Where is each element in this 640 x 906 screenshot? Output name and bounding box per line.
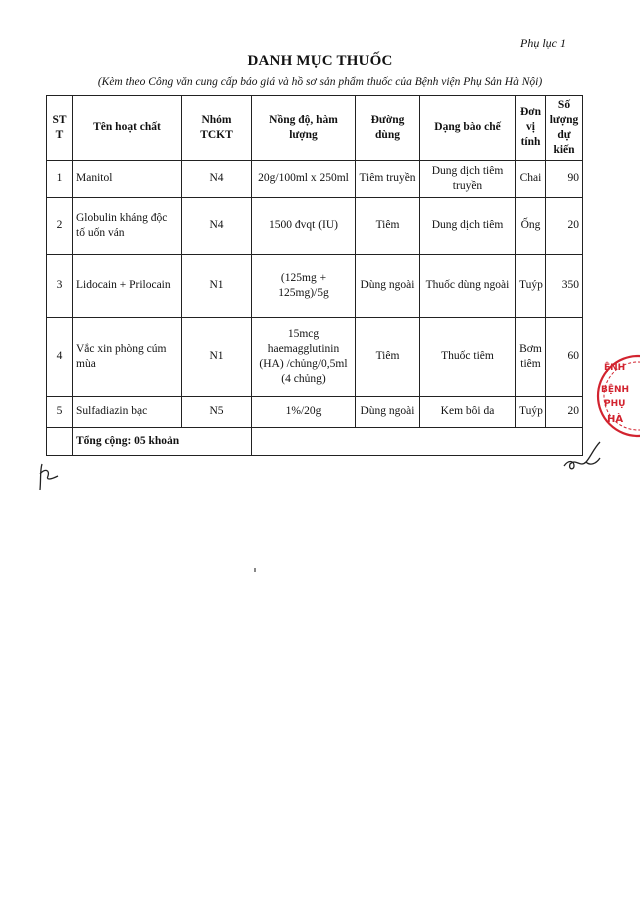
stamp-text-1: ỆNH: [604, 363, 626, 373]
header-active-ingredient: Tên hoạt chất: [73, 96, 182, 161]
stamp-text-4: HÀ: [607, 414, 624, 425]
total-spacer: [47, 427, 73, 455]
table-row: [47, 160, 583, 197]
header-strength: Nồng độ, hàm lượng: [252, 96, 356, 161]
header-group: Nhóm TCKT: [182, 96, 252, 161]
cell-active-ingredient: Sulfadiazin bạc: [73, 396, 182, 427]
cell-unit: Ống: [516, 197, 546, 254]
cell-strength: 20g/100ml x 250ml: [252, 160, 356, 197]
cell-route: Tiêm: [356, 317, 420, 396]
cell-strength: 15mcg haemagglutinin (HA) /chủng/0,5ml (4 chủng): [252, 317, 356, 396]
cell-quantity: 20: [546, 197, 583, 254]
cell-route: Dùng ngoài: [356, 254, 420, 317]
cell-unit: Tuýp: [516, 254, 546, 317]
cell-route: Dùng ngoài: [356, 396, 420, 427]
red-seal-stamp: [592, 348, 640, 448]
cell-active-ingredient: Lidocain + Prilocain: [73, 254, 182, 317]
total-label: Tổng cộng: 05 khoản: [73, 427, 252, 455]
document-title: DANH MỤC THUỐC: [247, 53, 393, 69]
cell-dosage-form: Thuốc dùng ngoài: [420, 254, 516, 317]
cell-group: N4: [182, 197, 252, 254]
header-route: Đường dùng: [356, 96, 420, 161]
cell-dosage-form: Thuốc tiêm: [420, 317, 516, 396]
signature-initial-right: [560, 436, 604, 478]
signature-initial-left: [36, 460, 64, 494]
cell-strength: (125mg + 125mg)/5g: [252, 254, 356, 317]
stamp-text-2: BỆNH: [601, 385, 630, 395]
cell-strength: 1500 đvqt (IU): [252, 197, 356, 254]
cell-group: N1: [182, 254, 252, 317]
appendix-label: Phụ lục 1: [520, 36, 566, 50]
cell-active-ingredient: Globulin kháng độc tố uốn ván: [73, 197, 182, 254]
table-row: [47, 197, 583, 254]
drug-list-table: [46, 95, 583, 456]
table-header-row: [47, 96, 583, 161]
cell-group: N1: [182, 317, 252, 396]
header-dosage-form: Dạng bào chế: [420, 96, 516, 161]
table-row: [47, 317, 583, 396]
cell-unit: Tuýp: [516, 396, 546, 427]
table-row: [47, 396, 583, 427]
cell-quantity: 350: [546, 254, 583, 317]
cell-quantity: 60: [546, 317, 583, 396]
header-stt: STT: [47, 96, 73, 161]
cell-stt: 4: [47, 317, 73, 396]
cell-strength: 1%/20g: [252, 396, 356, 427]
scan-speck: [254, 568, 256, 572]
cell-active-ingredient: Manitol: [73, 160, 182, 197]
cell-quantity: 20: [546, 396, 583, 427]
cell-group: N5: [182, 396, 252, 427]
cell-stt: 5: [47, 396, 73, 427]
cell-unit: Chai: [516, 160, 546, 197]
cell-stt: 1: [47, 160, 73, 197]
table-row: [47, 254, 583, 317]
cell-dosage-form: Dung dịch tiêm: [420, 197, 516, 254]
cell-active-ingredient: Vắc xin phòng cúm mùa: [73, 317, 182, 396]
stamp-text-3: PHỤ: [604, 399, 626, 409]
header-unit: Đơn vị tính: [516, 96, 546, 161]
header-quantity: Số lượng dự kiến: [546, 96, 583, 161]
cell-dosage-form: Dung dịch tiêm truyền: [420, 160, 516, 197]
cell-stt: 3: [47, 254, 73, 317]
cell-quantity: 90: [546, 160, 583, 197]
cell-route: Tiêm truyền: [356, 160, 420, 197]
cell-dosage-form: Kem bôi da: [420, 396, 516, 427]
cell-unit: Bơm tiêm: [516, 317, 546, 396]
total-row: [47, 427, 583, 455]
total-empty-cell: [252, 427, 583, 455]
cell-group: N4: [182, 160, 252, 197]
cell-route: Tiêm: [356, 197, 420, 254]
cell-stt: 2: [47, 197, 73, 254]
document-subtitle: (Kèm theo Công văn cung cấp báo giá và hồ sơ sản phẩm thuốc của Bệnh viện Phụ Sản Hà Nội): [97, 76, 543, 88]
